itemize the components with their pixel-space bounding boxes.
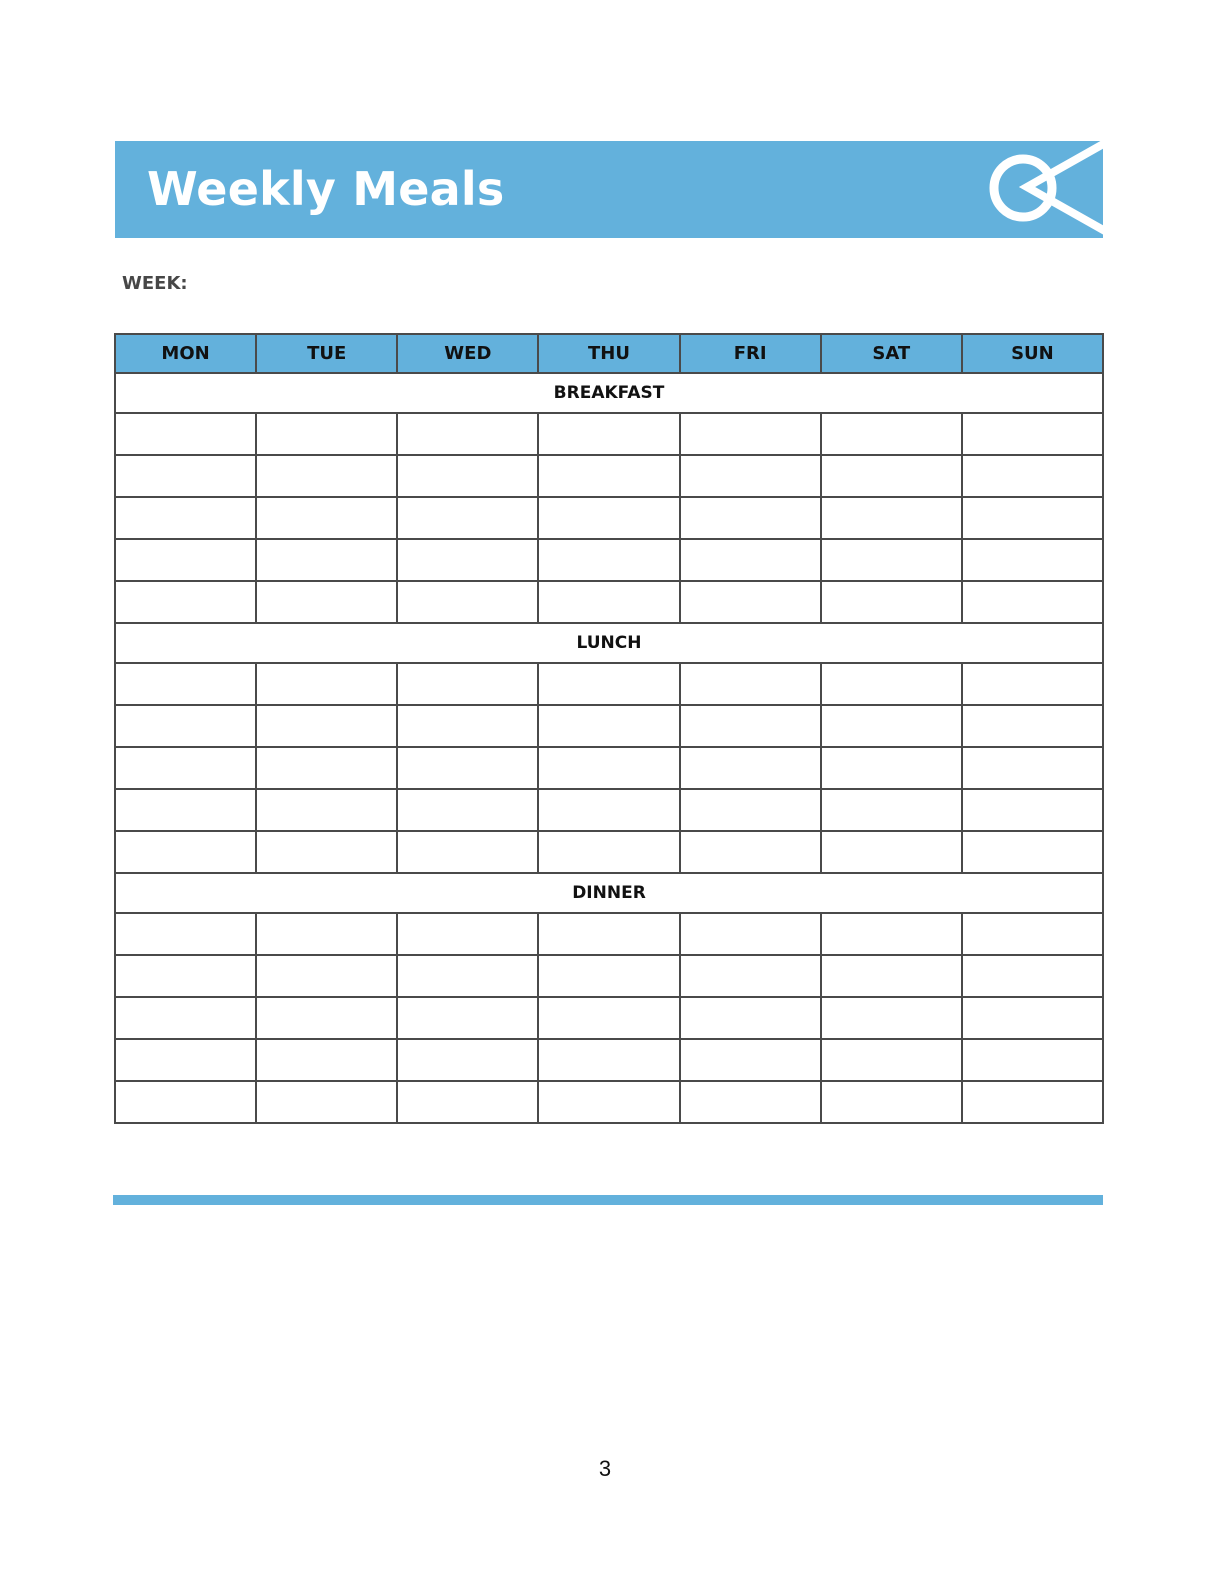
meal-entry-cell[interactable] <box>821 705 962 747</box>
meal-entry-cell[interactable] <box>821 913 962 955</box>
day-header-mon: MON <box>115 334 256 373</box>
section-row-lunch <box>115 623 1103 663</box>
meal-entry-cell[interactable] <box>538 789 679 831</box>
meal-entry-cell[interactable] <box>680 913 821 955</box>
page-title: Weekly Meals <box>147 162 505 216</box>
table-row <box>115 747 1103 789</box>
meal-entry-cell[interactable] <box>256 455 397 497</box>
day-header-fri: FRI <box>680 334 821 373</box>
meal-entry-cell[interactable] <box>680 497 821 539</box>
meal-entry-cell[interactable] <box>962 1039 1103 1081</box>
meal-entry-cell[interactable] <box>115 539 256 581</box>
meal-entry-cell[interactable] <box>397 747 538 789</box>
meal-entry-cell[interactable] <box>397 831 538 873</box>
meal-entry-cell[interactable] <box>538 913 679 955</box>
meal-entry-cell[interactable] <box>680 1039 821 1081</box>
meal-entry-cell[interactable] <box>680 455 821 497</box>
table-row <box>115 413 1103 455</box>
meal-entry-cell[interactable] <box>538 497 679 539</box>
meal-table-body <box>115 373 1103 1123</box>
meal-entry-cell[interactable] <box>115 1039 256 1081</box>
meal-entry-cell[interactable] <box>962 913 1103 955</box>
day-header-sun: SUN <box>962 334 1103 373</box>
table-row <box>115 913 1103 955</box>
meal-entry-cell[interactable] <box>680 831 821 873</box>
meal-entry-cell[interactable] <box>538 413 679 455</box>
day-header-row <box>115 334 1103 373</box>
meal-entry-cell[interactable] <box>256 663 397 705</box>
meal-entry-cell[interactable] <box>680 663 821 705</box>
meal-entry-cell[interactable] <box>256 539 397 581</box>
meal-entry-cell[interactable] <box>680 747 821 789</box>
day-header-wed: WED <box>397 334 538 373</box>
table-row <box>115 663 1103 705</box>
table-row <box>115 705 1103 747</box>
meal-entry-cell[interactable] <box>962 831 1103 873</box>
page-number: 3 <box>598 1456 612 1481</box>
meal-entry-cell[interactable] <box>538 705 679 747</box>
meal-entry-cell[interactable] <box>397 497 538 539</box>
meal-entry-cell[interactable] <box>821 663 962 705</box>
meal-entry-cell[interactable] <box>680 997 821 1039</box>
table-row <box>115 997 1103 1039</box>
meal-entry-cell[interactable] <box>538 1081 679 1123</box>
meal-planner-table <box>114 333 1104 1124</box>
meal-entry-cell[interactable] <box>680 789 821 831</box>
meal-entry-cell[interactable] <box>821 581 962 623</box>
meal-entry-cell[interactable] <box>962 997 1103 1039</box>
meal-entry-cell[interactable] <box>962 663 1103 705</box>
meal-entry-cell[interactable] <box>962 955 1103 997</box>
meal-entry-cell[interactable] <box>821 539 962 581</box>
meal-entry-cell[interactable] <box>115 747 256 789</box>
meal-entry-cell[interactable] <box>256 997 397 1039</box>
header-band <box>115 141 1103 238</box>
day-header-tue: TUE <box>256 334 397 373</box>
meal-entry-cell[interactable] <box>115 913 256 955</box>
meal-entry-cell[interactable] <box>680 581 821 623</box>
section-label-dinner: DINNER <box>115 873 1103 913</box>
meal-entry-cell[interactable] <box>256 913 397 955</box>
meal-entry-cell[interactable] <box>397 581 538 623</box>
meal-entry-cell[interactable] <box>397 539 538 581</box>
meal-entry-cell[interactable] <box>962 789 1103 831</box>
section-row-dinner <box>115 873 1103 913</box>
meal-entry-cell[interactable] <box>962 1081 1103 1123</box>
meal-entry-cell[interactable] <box>397 455 538 497</box>
day-header-sat: SAT <box>821 334 962 373</box>
meal-entry-cell[interactable] <box>680 705 821 747</box>
meal-entry-cell[interactable] <box>538 581 679 623</box>
table-row <box>115 455 1103 497</box>
meal-entry-cell[interactable] <box>397 413 538 455</box>
meal-entry-cell[interactable] <box>962 455 1103 497</box>
meal-entry-cell[interactable] <box>962 413 1103 455</box>
meal-entry-cell[interactable] <box>821 497 962 539</box>
meal-entry-cell[interactable] <box>256 1081 397 1123</box>
logo-icon <box>983 141 1103 238</box>
meal-entry-cell[interactable] <box>538 747 679 789</box>
meal-entry-cell[interactable] <box>256 831 397 873</box>
meal-entry-cell[interactable] <box>256 955 397 997</box>
table-row <box>115 1081 1103 1123</box>
meal-entry-cell[interactable] <box>397 663 538 705</box>
meal-entry-cell[interactable] <box>397 913 538 955</box>
table-row <box>115 831 1103 873</box>
meal-entry-cell[interactable] <box>821 955 962 997</box>
meal-entry-cell[interactable] <box>538 831 679 873</box>
meal-entry-cell[interactable] <box>538 1039 679 1081</box>
meal-entry-cell[interactable] <box>115 663 256 705</box>
meal-entry-cell[interactable] <box>256 413 397 455</box>
meal-entry-cell[interactable] <box>821 455 962 497</box>
meal-entry-cell[interactable] <box>821 747 962 789</box>
meal-entry-cell[interactable] <box>397 1081 538 1123</box>
meal-entry-cell[interactable] <box>821 789 962 831</box>
meal-entry-cell[interactable] <box>821 831 962 873</box>
table-row <box>115 789 1103 831</box>
meal-entry-cell[interactable] <box>256 581 397 623</box>
table-row <box>115 497 1103 539</box>
meal-entry-cell[interactable] <box>115 789 256 831</box>
meal-entry-cell[interactable] <box>256 747 397 789</box>
meal-entry-cell[interactable] <box>115 1081 256 1123</box>
meal-entry-cell[interactable] <box>538 539 679 581</box>
meal-entry-cell[interactable] <box>115 997 256 1039</box>
meal-entry-cell[interactable] <box>115 705 256 747</box>
meal-entry-cell[interactable] <box>115 455 256 497</box>
week-label: WEEK: <box>122 273 188 294</box>
meal-entry-cell[interactable] <box>397 789 538 831</box>
table-row <box>115 539 1103 581</box>
meal-entry-cell[interactable] <box>256 789 397 831</box>
meal-entry-cell[interactable] <box>397 955 538 997</box>
meal-entry-cell[interactable] <box>115 955 256 997</box>
meal-entry-cell[interactable] <box>397 997 538 1039</box>
section-label-breakfast: BREAKFAST <box>115 373 1103 413</box>
meal-entry-cell[interactable] <box>115 581 256 623</box>
meal-entry-cell[interactable] <box>821 1039 962 1081</box>
meal-entry-cell[interactable] <box>538 455 679 497</box>
meal-entry-cell[interactable] <box>821 997 962 1039</box>
meal-entry-cell[interactable] <box>962 497 1103 539</box>
meal-entry-cell[interactable] <box>538 663 679 705</box>
meal-entry-cell[interactable] <box>680 1081 821 1123</box>
table-row <box>115 1039 1103 1081</box>
meal-entry-cell[interactable] <box>256 705 397 747</box>
meal-entry-cell[interactable] <box>115 831 256 873</box>
meal-entry-cell[interactable] <box>962 581 1103 623</box>
footer-divider <box>113 1195 1103 1205</box>
table-row <box>115 955 1103 997</box>
meal-entry-cell[interactable] <box>962 747 1103 789</box>
meal-entry-cell[interactable] <box>256 1039 397 1081</box>
section-row-breakfast <box>115 373 1103 413</box>
meal-entry-cell[interactable] <box>397 705 538 747</box>
meal-entry-cell[interactable] <box>256 497 397 539</box>
meal-entry-cell[interactable] <box>821 413 962 455</box>
day-header-thu: THU <box>538 334 679 373</box>
section-label-lunch: LUNCH <box>115 623 1103 663</box>
meal-entry-cell[interactable] <box>962 539 1103 581</box>
meal-entry-cell[interactable] <box>538 955 679 997</box>
meal-entry-cell[interactable] <box>115 497 256 539</box>
meal-entry-cell[interactable] <box>680 413 821 455</box>
table-row <box>115 581 1103 623</box>
meal-entry-cell[interactable] <box>962 705 1103 747</box>
meal-entry-cell[interactable] <box>538 997 679 1039</box>
meal-entry-cell[interactable] <box>821 1081 962 1123</box>
meal-entry-cell[interactable] <box>115 413 256 455</box>
meal-entry-cell[interactable] <box>680 955 821 997</box>
meal-entry-cell[interactable] <box>397 1039 538 1081</box>
meal-entry-cell[interactable] <box>680 539 821 581</box>
